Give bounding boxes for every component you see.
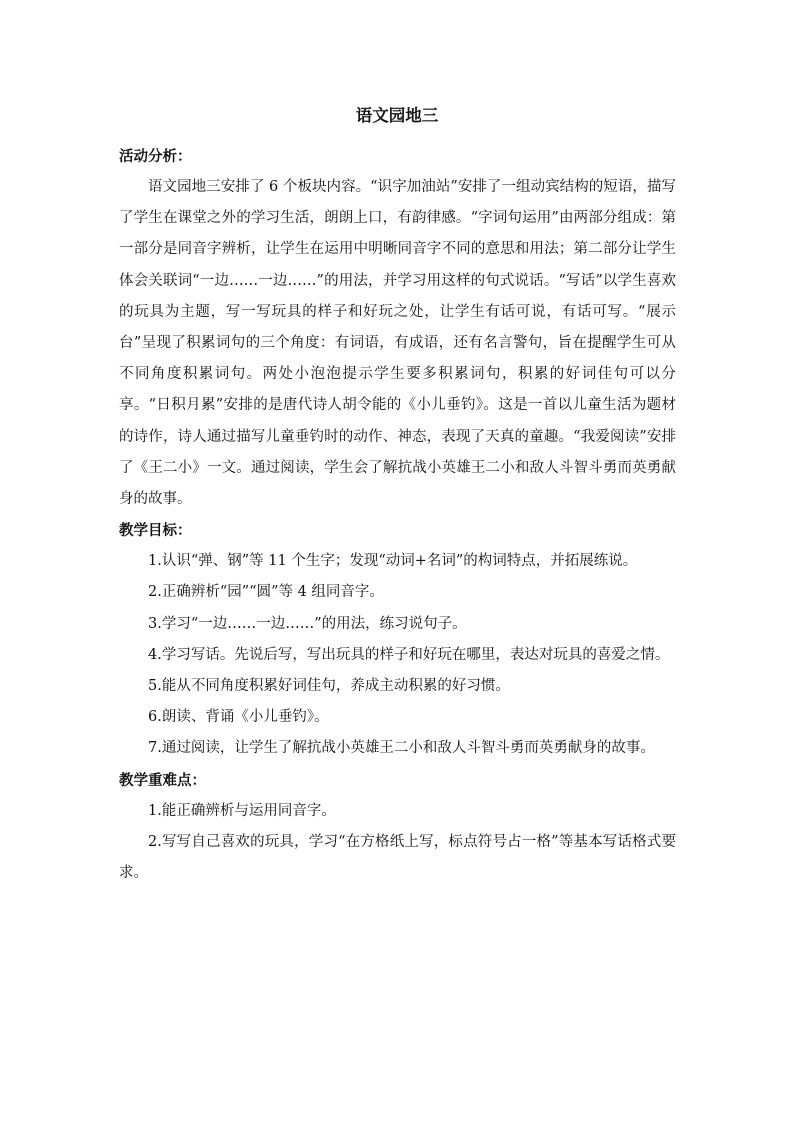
goal-item: 2.正确辨析“园”“圆”等 4 组同音字。 xyxy=(148,584,384,601)
goal-item: 6.朗读、背诵《小儿垂钓》。 xyxy=(148,709,329,726)
goal-item: 1.认识“弹、钢”等 11 个生字；发现“动词+名词”的构词特点，并拓展练说。 xyxy=(148,553,638,570)
difficulty-item: 2.写写自己喜欢的玩具，学习“在方格纸上写，标点符号占一格”等基本写话格式要求。 xyxy=(119,833,676,882)
section-key-difficulties xyxy=(119,765,676,890)
section-heading: 教学目标： xyxy=(119,522,192,540)
goal-item: 5.能从不同角度积累好词佳句，养成主动积累的好习惯。 xyxy=(148,678,510,695)
goal-item: 4.学习写话。先说后写，写出玩具的样子和好玩在哪里，表达对玩具的喜爱之情。 xyxy=(148,646,670,663)
difficulty-item: 1.能正确辨析与运用同音字。 xyxy=(148,802,336,819)
analysis-paragraph: 语文园地三安排了 6 个板块内容。“识字加油站”安排了一组动宾结构的短语，描写了学生在课堂之外的学习生活，朗朗上口，有韵律感。“字词句运用”由两部分组成：第一部分是同音字辨析，让学生在运用中明晰同音字不同的意思和用法；第二部分让学生体会关联词“一边……一边……”的用法，并学习用这样的句式说话。“写话”以学生喜欢的玩具为主题，写一写玩具的样子和好玩之处，让学生有话可说，有话可写。“展示台”呈现了积累词句的三个角度：有词语，有成语，还有名言警句，旨在提醒学生可从不同角度积累词句。两处小泡泡提示学生要多积累词句，积累的好词佳句可以分享。“日积月累”安排的是唐代诗人胡令能的《小儿垂钓》。这是一首以儿童生活为题材的诗作，诗人通过描写儿童垂钓时的动作、神态，表现了天真的童趣。“我爱阅读”安排了《王二小》一文。通过阅读，学生会了解抗战小英雄王二小和敌人斗智斗勇而英勇献身的故事。 xyxy=(119,179,676,508)
section-activity-analysis xyxy=(119,141,676,515)
goal-item: 7.通过阅读，让学生了解抗战小英雄王二小和敌人斗智斗勇而英勇献身的故事。 xyxy=(148,740,655,757)
document-body xyxy=(119,141,676,889)
section-teaching-goals xyxy=(119,515,676,764)
goal-item: 3.学习“一边……一边……”的用法，练习说句子。 xyxy=(148,615,467,632)
section-heading: 教学重难点： xyxy=(119,771,206,789)
section-heading: 活动分析： xyxy=(119,148,192,165)
document-title: 语文园地三 xyxy=(355,106,439,125)
